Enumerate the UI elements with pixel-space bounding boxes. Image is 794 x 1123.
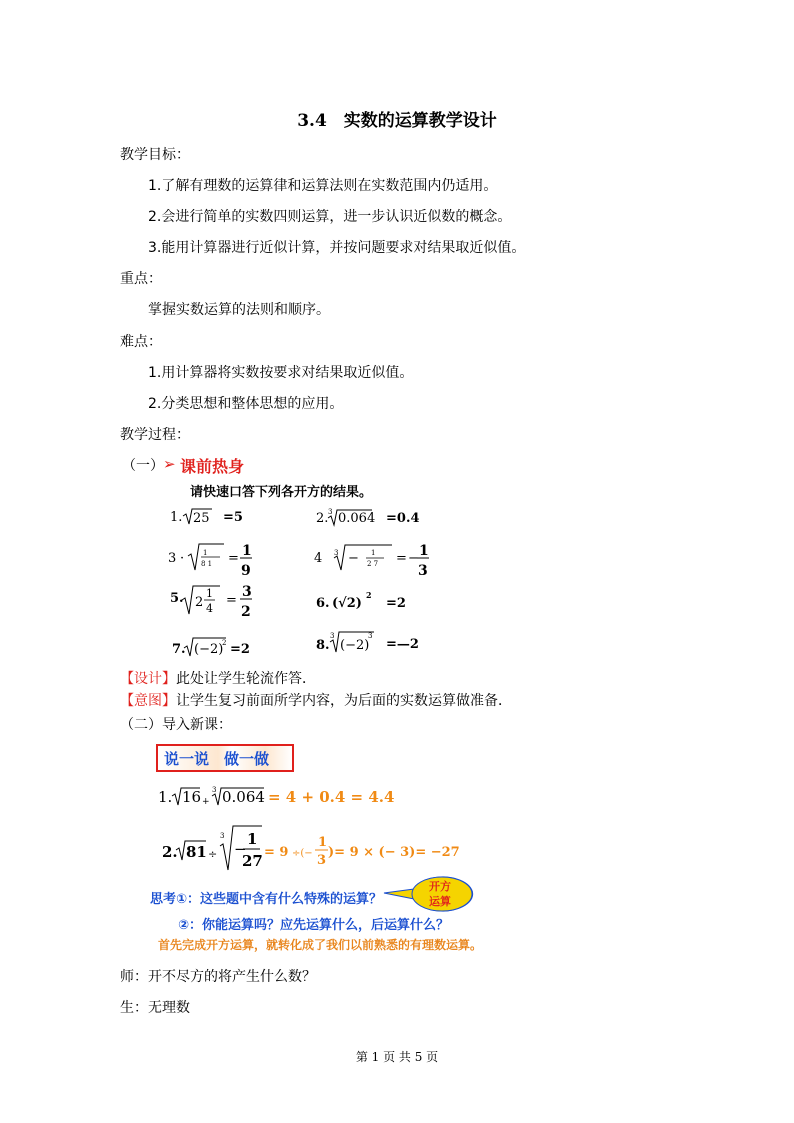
think-2: ②：你能运算吗？应先运算什么，后运算什么？	[178, 918, 450, 933]
svg-text:3: 3	[330, 632, 335, 640]
warmup-label: （一）	[122, 458, 164, 474]
svg-text:3: 3	[334, 549, 339, 557]
svg-text:3: 3	[328, 508, 333, 516]
svg-text:1: 1	[203, 549, 208, 557]
intro-eq-1	[158, 786, 394, 807]
svg-text:= 9: = 9	[264, 845, 289, 860]
svg-text:2.: 2.	[162, 843, 178, 861]
intent-tag: 【意图】	[120, 693, 176, 709]
svg-text:−: −	[234, 840, 247, 858]
svg-text:=5: =5	[223, 510, 243, 525]
svg-text:25: 25	[193, 511, 210, 526]
svg-text:÷(−: ÷(−	[292, 848, 313, 859]
svg-text:−: −	[348, 551, 359, 566]
svg-text:8 1: 8 1	[201, 560, 213, 568]
conclusion: 首先完成开方运算，就转化成了我们以前熟悉的有理数运算。	[158, 938, 483, 952]
svg-text:5.: 5.	[170, 591, 184, 606]
svg-text:3: 3	[317, 853, 327, 868]
problem-1	[170, 509, 243, 526]
svg-text:2.: 2.	[316, 511, 329, 526]
problem-7	[172, 638, 250, 657]
svg-text:3: 3	[168, 551, 177, 566]
svg-text:9: 9	[241, 563, 251, 579]
student-answer: 生：无理数	[120, 1000, 190, 1016]
svg-text:1: 1	[206, 587, 213, 600]
objective-item: 1.了解有理数的运算律和运算法则在实数范围内仍适用。	[148, 178, 498, 194]
problem-3	[168, 543, 252, 579]
difficulties-heading: 难点：	[120, 334, 162, 350]
warmup-instruction: 请快速口答下列各开方的结果。	[190, 485, 373, 500]
problem-5	[170, 584, 252, 620]
svg-text:=0.4: =0.4	[386, 511, 420, 526]
svg-text:6.: 6.	[316, 596, 330, 611]
svg-text:1: 1	[419, 543, 429, 559]
svg-text:=: =	[226, 593, 237, 608]
design-text: 此处让学生轮流作答．	[176, 671, 316, 687]
problem-4	[314, 543, 429, 579]
svg-text:+: +	[202, 797, 210, 807]
process-heading: 教学过程：	[120, 427, 190, 443]
difficulty-item: 2.分类思想和整体思想的应用。	[148, 396, 344, 412]
objective-item: 2.会进行简单的实数四则运算，进一步认识近似数的概念。	[148, 209, 512, 225]
svg-text:(−2): (−2)	[194, 642, 224, 657]
svg-text:1: 1	[371, 549, 376, 557]
svg-text:27: 27	[242, 852, 263, 870]
intro-label: （二）导入新课：	[120, 717, 232, 733]
say-do-box	[156, 744, 294, 772]
objective-item: 3.能用计算器进行近似计算，并按问题要求对结果取近似值。	[148, 240, 526, 256]
intent-note	[120, 692, 512, 710]
svg-text:4: 4	[314, 551, 323, 566]
objectives-heading: 教学目标：	[120, 147, 190, 163]
svg-text:1.: 1.	[170, 510, 183, 525]
problem-2	[316, 508, 420, 526]
svg-text:81: 81	[186, 843, 207, 861]
key-points-text: 掌握实数运算的法则和顺序。	[148, 302, 330, 318]
svg-text:1: 1	[242, 543, 252, 559]
svg-text:8.: 8.	[316, 638, 330, 653]
teacher-question: 师：开不尽方的将产生什么数？	[120, 969, 316, 985]
svg-text:=2: =2	[386, 596, 406, 611]
design-note	[120, 670, 316, 688]
svg-text:=2: =2	[230, 642, 250, 657]
intro-equations	[150, 778, 490, 873]
svg-text:1: 1	[247, 830, 258, 848]
svg-text:开方: 开方	[429, 880, 451, 893]
svg-text:0.064: 0.064	[338, 511, 376, 526]
svg-text:2: 2	[222, 639, 227, 647]
design-tag: 【设计】	[120, 671, 176, 687]
svg-text:3: 3	[242, 584, 252, 600]
svg-text:=: =	[396, 551, 407, 566]
say-do-text: 说一说 做一做	[164, 750, 270, 768]
svg-text:2: 2	[366, 590, 372, 600]
svg-text:4: 4	[206, 602, 213, 615]
difficulty-item: 1.用计算器将实数按要求对结果取近似值。	[148, 365, 414, 381]
svg-text:=—2: =—2	[386, 637, 419, 652]
svg-text:)= 9 × (− 3)= −27: )= 9 × (− 3)= −27	[328, 845, 460, 860]
svg-text:(√2): (√2)	[332, 596, 362, 611]
svg-text:−: −	[408, 551, 419, 566]
svg-text:÷: ÷	[208, 848, 218, 861]
svg-text:2: 2	[241, 604, 251, 620]
warmup-title: 课前热身	[180, 457, 245, 476]
problem-8	[316, 632, 419, 653]
svg-text:16: 16	[182, 788, 202, 806]
arrow-icon: ➢	[163, 455, 176, 473]
page-footer: 第 1 页 共 5 页	[355, 1050, 439, 1064]
svg-text:运算: 运算	[429, 895, 451, 908]
intent-text: 让学生复习前面所学内容，为后面的实数运算做准备．	[176, 693, 512, 709]
svg-text:3: 3	[418, 563, 428, 579]
svg-text:=: =	[228, 551, 239, 566]
svg-text:1: 1	[318, 835, 328, 850]
intro-eq-2	[162, 826, 460, 870]
svg-text:2 7: 2 7	[367, 560, 379, 568]
svg-text:2: 2	[195, 595, 204, 610]
problem-6	[316, 590, 406, 611]
svg-text:(−2): (−2)	[340, 638, 370, 653]
svg-text:7.: 7.	[172, 642, 186, 657]
svg-text:·: ·	[180, 551, 185, 566]
think-1: 思考①：这些题中含有什么特殊的运算？	[150, 892, 383, 907]
svg-text:3: 3	[220, 832, 225, 840]
svg-text:0.064: 0.064	[222, 788, 265, 806]
speech-bubble	[380, 875, 476, 915]
svg-text:3: 3	[212, 786, 217, 794]
svg-text:= 4 + 0.4 = 4.4: = 4 + 0.4 = 4.4	[268, 788, 395, 806]
svg-text:3: 3	[368, 632, 373, 640]
page-title: 3.4 实数的运算教学设计	[297, 111, 497, 131]
key-points-heading: 重点：	[120, 271, 162, 287]
svg-text:1.: 1.	[158, 788, 173, 806]
warmup-problems	[160, 500, 480, 665]
